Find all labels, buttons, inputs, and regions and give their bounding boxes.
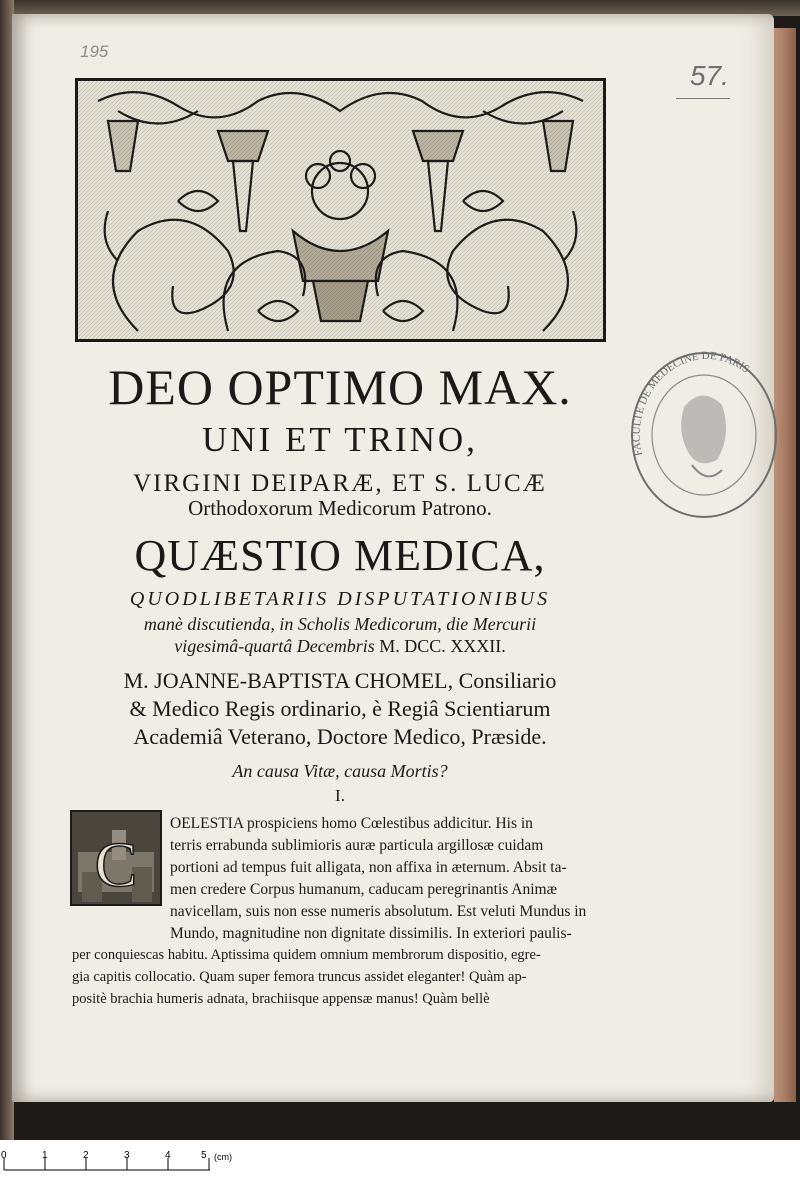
date-italic: vigesimâ-quartâ Decembris [174, 636, 375, 656]
title-line-date [40, 636, 640, 657]
title-line-chomel: M. JOANNE-BAPTISTA CHOMEL, Consiliario [123, 668, 557, 693]
old-folio-number: 195 [80, 42, 109, 61]
title-line-virgini: VIRGINI DEIPARÆ, ET S. LUCÆ [133, 470, 547, 497]
section-number: I. [335, 786, 345, 805]
body-line: navicellam, suis non esse numeris absolutum. Est veluti Mundus in [170, 903, 587, 920]
question-heading: An causa Vitæ, causa Mortis? [232, 761, 448, 781]
ruler-label: 2 [83, 1150, 89, 1161]
ruler-label: 3 [124, 1150, 130, 1161]
title-line-academia: Academiâ Veterano, Doctore Medico, Præside. [133, 724, 547, 749]
body-line: gia capitis collocatio. Quam super femora truncus assidet eleganter! Quàm ap- [72, 969, 527, 985]
date-year: M. DCC. XXXII. [374, 636, 506, 656]
initial-letter: C [94, 829, 138, 900]
title-line-deo: DEO OPTIMO MAX. [108, 359, 572, 415]
library-stamp [622, 345, 782, 525]
title-line-patrono: Orthodoxorum Medicorum Patrono. [188, 496, 492, 520]
body-line: positè brachia humeris adnata, brachiisque appensæ manus! Quàm bellè [72, 991, 490, 1007]
vignette-ornament-icon [78, 81, 603, 339]
body-line: terris errabunda sublimioris auræ particula argillosæ cuidam [170, 837, 544, 854]
title-line-quodlibetariis: QUODLIBETARIIS DISPUTATIONIBUS [129, 588, 551, 610]
ruler-ticks-icon [0, 1140, 240, 1182]
scale-ruler [0, 1140, 800, 1182]
body-line: OELESTIA prospiciens homo Cœlestibus addicitur. His in [170, 815, 533, 832]
title-line-trino: UNI ET TRINO, [202, 420, 478, 459]
title-line-medico: & Medico Regis ordinario, è Regiâ Scientiarum [129, 696, 551, 721]
stamp-text: FACULTE DE MEDECINE DE PARIS [630, 349, 752, 457]
ruler-label: 0 [1, 1150, 7, 1161]
folio-number: 57. [690, 60, 729, 91]
decorated-initial [70, 810, 162, 906]
ruler-label: 1 [42, 1150, 48, 1161]
body-line: Mundo, magnitudine non dignitate dissimilis. In exteriori paulis- [170, 925, 572, 942]
initial-letter-icon [72, 812, 160, 904]
title-line-discutienda: manè discutienda, in Scholis Medicorum, die Mercurii [143, 614, 537, 634]
body-line: per conquiescas habitu. Aptissima quidem omnium membrorum dispositio, egre- [72, 947, 541, 963]
ruler-unit: (cm) [214, 1152, 232, 1162]
faculty-seal-icon [622, 345, 782, 525]
ruler-label: 4 [165, 1150, 171, 1161]
title-line-quaestio: QUÆSTIO MEDICA, [134, 531, 546, 580]
folio-underline [676, 98, 730, 99]
ruler-label: 5 [201, 1150, 207, 1161]
body-line: men credere Corpus humanum, caducam peregrinantis Animæ [170, 881, 557, 898]
ornamental-vignette [75, 78, 606, 342]
page-edges [774, 28, 796, 1102]
body-line: portioni ad tempus fuit alligata, non affixa in æternum. Absit ta- [170, 859, 567, 876]
